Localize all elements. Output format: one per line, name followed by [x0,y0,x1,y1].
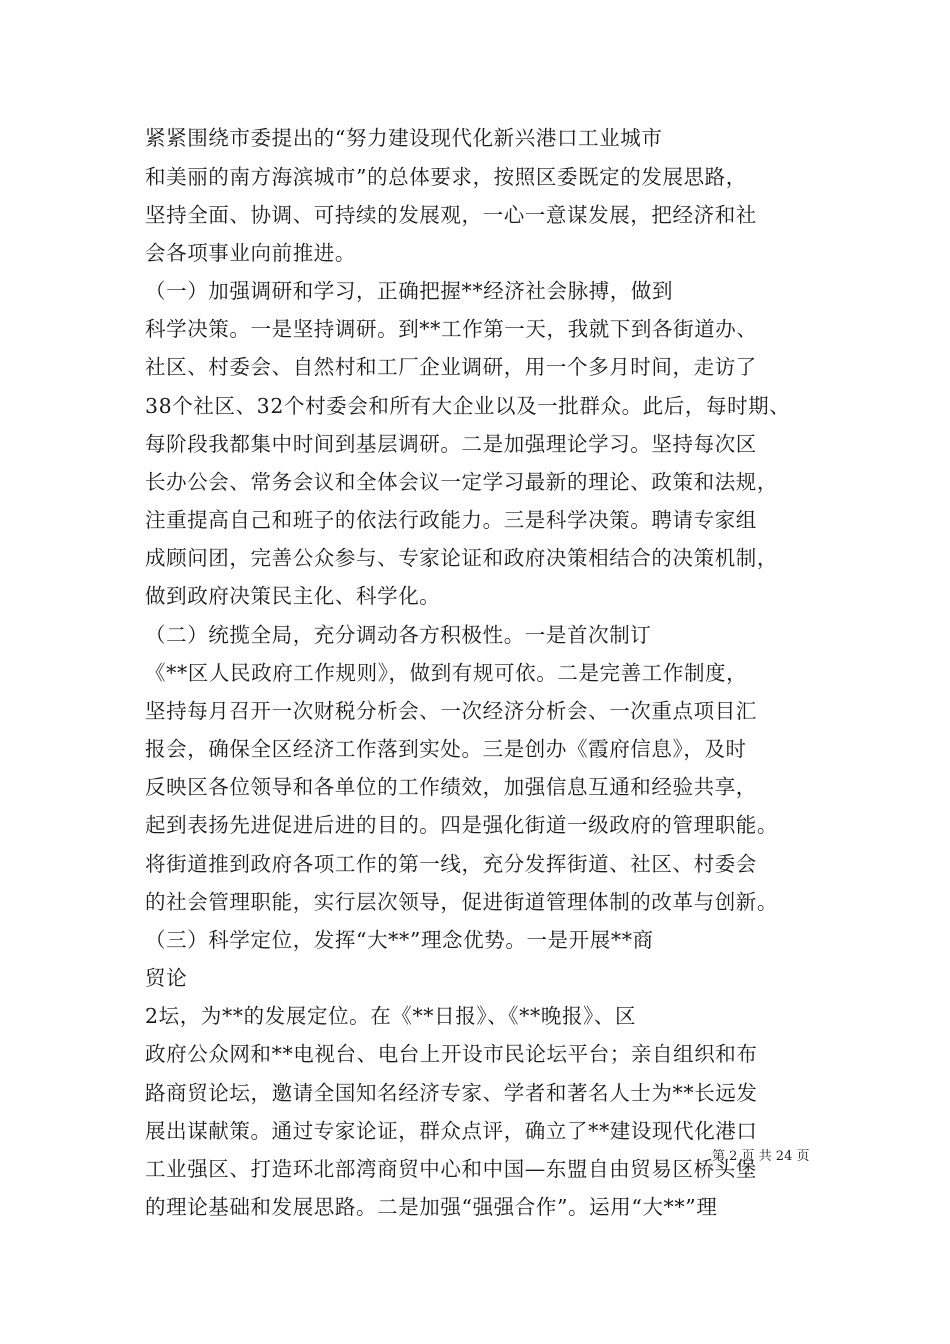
text-line: 贸论 [145,966,188,990]
text-line: 会各项事业向前推进。 [145,241,356,265]
text-line: 科学决策。一是坚持调研。到**工作第一天，我就下到各街道办、 [145,317,758,341]
text-line: 每阶段我都集中时间到基层调研。二是加强理论学习。坚持每次区 [145,432,757,456]
page-number: 第 2 页 共 24 页 [712,1149,810,1164]
text-line: 注重提高自己和班子的依法行政能力。三是科学决策。聘请专家组 [145,508,757,532]
text-line: （一）加强调研和学习，正确把握**经济社会脉搏，做到 [145,279,674,303]
text-line: 路商贸论坛，邀请全国知名经济专家、学者和著名人士为**长远发 [145,1081,758,1105]
text-line: 工业强区、打造环北部湾商贸中心和中国—东盟自由贸易区桥头堡 [145,1157,757,1181]
text-line: 做到政府决策民主化、科学化。 [145,584,441,608]
text-line: （二）统揽全局，充分调动各方积极性。一是首次制订 [145,623,652,647]
text-line: 起到表扬先进促进后进的目的。四是强化街道一级政府的管理职能。 [145,813,778,837]
text-line: 成顾问团，完善公众参与、专家论证和政府决策相结合的决策机制， [145,546,778,570]
text-line: 政府公众网和**电视台、电台上开设市民论坛平台；亲自组织和布 [145,1042,758,1066]
text-line: 报会，确保全区经济工作落到实处。三是创办《霞府信息》，及时 [145,737,747,761]
text-line: 社区、村委会、自然村和工厂企业调研，用一个多月时间，走访了 [145,355,757,379]
text-line: 38个社区、32个村委会和所有大企业以及一批群众。此后，每时期、 [145,394,791,418]
text-line: 展出谋献策。通过专家论证，群众点评，确立了**建设现代化港口 [145,1119,758,1143]
text-line: 坚持全面、协调、可持续的发展观，一心一意谋发展，把经济和社 [145,203,757,227]
text-line: 将街道推到政府各项工作的第一线，充分发挥街道、社区、村委会 [145,852,757,876]
text-line: 的社会管理职能，实行层次领导，促进街道管理体制的改革与创新。 [145,890,778,914]
text-line: 和美丽的南方海滨城市”的总体要求，按照区委既定的发展思路， [145,165,747,189]
text-line: （三）科学定位，发挥“大**”理念优势。一是开展**商 [145,928,654,952]
text-line: 长办公会、常务会议和全体会议一定学习最新的理论、政策和法规， [145,470,778,494]
text-line: 的理论基础和发展思路。二是加强“强强合作”。运用“大**”理 [145,1195,718,1219]
text-line: 紧紧围绕市委提出的“努力建设现代化新兴港口工业城市 [145,126,663,150]
text-line: 《**区人民政府工作规则》，做到有规可依。二是完善工作制度， [145,661,748,685]
text-line: 2坛，为**的发展定位。在《**日报》、《**晚报》、区 [145,1004,637,1028]
text-line: 坚持每月召开一次财税分析会、一次经济分析会、一次重点项目汇 [145,699,757,723]
text-line: 反映区各位领导和各单位的工作绩效，加强信息互通和经验共享， [145,775,757,799]
